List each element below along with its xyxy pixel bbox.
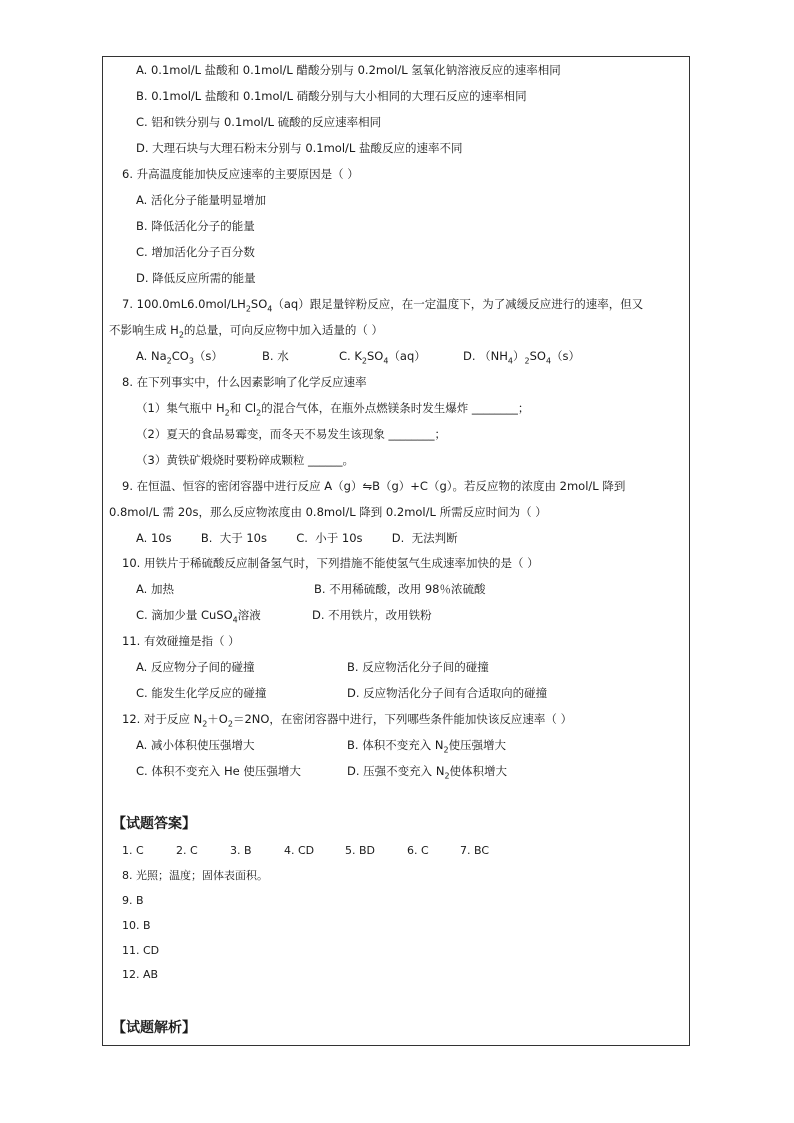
q11-option-d: D. 反应物活化分子间有合适取向的碰撞 bbox=[347, 686, 548, 700]
q6-option-a: A. 活化分子能量明显增加 bbox=[136, 193, 266, 207]
answer-8: 8. 光照；温度；固体表面积。 bbox=[122, 869, 268, 882]
answer-11: 11. CD bbox=[122, 944, 160, 957]
answer-3: 3. B bbox=[230, 844, 252, 857]
q11-option-c: C. 能发生化学反应的碰撞 bbox=[136, 686, 267, 700]
q6-option-b: B. 降低活化分子的能量 bbox=[136, 219, 255, 233]
answer-5: 5. BD bbox=[345, 844, 376, 857]
q10-option-a: A. 加热 bbox=[136, 582, 174, 596]
q8-sub-2: （2）夏天的食品易霉变，而冬天不易发生该现象 ________； bbox=[136, 427, 446, 441]
answer-1: 1. C bbox=[122, 844, 144, 857]
q12-option-b: B. 体积不变充入 $N_2$使压强增大 bbox=[347, 738, 507, 755]
q11-option-b: B. 反应物活化分子间的碰撞 bbox=[347, 660, 489, 674]
q7-option-a: A. $Na_2CO_3(s)$ bbox=[136, 349, 223, 366]
q6-stem: 6. 升高温度能加快反应速率的主要原因是（ ） bbox=[122, 167, 359, 181]
q7-option-b: B. 水 bbox=[262, 349, 289, 363]
q8-stem: 8. 在下列事实中，什么因素影响了化学反应速率 bbox=[122, 375, 367, 389]
answer-4: 4. CD bbox=[284, 844, 315, 857]
answer-9: 9. B bbox=[122, 894, 144, 907]
q12-option-d: D. 压强不变充入 $N_2$使体积增大 bbox=[347, 764, 508, 781]
q6-option-d: D. 降低反应所需的能量 bbox=[136, 271, 256, 285]
q5-option-a: A. 0.1mol/L 盐酸和 0.1mol/L 醋酸分别与 0.2mol/L 氢氧化钠溶液反应的速率相同 bbox=[136, 63, 561, 77]
q7-option-d: D. $(NH_4)_2SO_4(s)$ bbox=[463, 349, 581, 366]
q7-stem-line2: 不影响生成 $H_2$的总量，可向反应物中加入适量的（ ） bbox=[109, 323, 384, 340]
answer-12: 12. AB bbox=[122, 968, 159, 981]
q5-option-b: B. 0.1mol/L 盐酸和 0.1mol/L 硝酸分别与大小相同的大理石反应的速率相同 bbox=[136, 89, 527, 103]
answer-6: 6. C bbox=[407, 844, 429, 857]
q12-option-c: C. 体积不变充入 He 使压强增大 bbox=[136, 764, 301, 778]
answer-10: 10. B bbox=[122, 919, 151, 932]
q9-stem: 9. 在恒温、恒容的密闭容器中进行反应 A（g）⇋B（g）+C（g）。若反应物的浓度由 2mol/L 降到 bbox=[122, 479, 626, 493]
answer-2: 2. C bbox=[176, 844, 198, 857]
answers-heading: 【试题答案】 bbox=[112, 816, 196, 832]
q9-options: A. 10s B. 大于 10s C. 小于 10s D. 无法判断 bbox=[136, 531, 458, 545]
q5-option-d: D. 大理石块与大理石粉末分别与 0.1mol/L 盐酸反应的速率不同 bbox=[136, 141, 463, 155]
q10-stem: 10. 用铁片于稀硫酸反应制备氢气时，下列措施不能使氢气生成速率加快的是（ ） bbox=[122, 556, 539, 570]
q10-option-b: B. 不用稀硫酸，改用 98％浓硫酸 bbox=[314, 582, 486, 596]
q12-stem: 12. 对于反应 $N_2+O_2=2NO$，在密闭容器中进行，下列哪些条件能加快该反应速率（ ） bbox=[122, 712, 573, 729]
answer-7: 7. BC bbox=[460, 844, 490, 857]
q10-option-d: D. 不用铁片，改用铁粉 bbox=[312, 608, 432, 622]
q10-option-c: C. 滴加少量 CuSO$_4$溶液 bbox=[136, 608, 261, 625]
q8-sub-3: （3）黄铁矿煅烧时要粉碎成颗粒 ______。 bbox=[136, 453, 354, 467]
q8-sub-1: （1）集气瓶中 $H_2$和 $Cl_2$的混合气体，在瓶外点燃镁条时发生爆炸 ________； bbox=[136, 401, 530, 418]
q7-option-c: C. $K_2SO_4(aq)$ bbox=[339, 349, 426, 366]
q11-option-a: A. 反应物分子间的碰撞 bbox=[136, 660, 255, 674]
q7-stem: 7. $100.0mL6.0mol/LH_2SO_4(aq)$跟足量锌粉反应，在一定温度下，为了减缓反应进行的速率，但又 bbox=[122, 297, 644, 314]
q11-stem: 11. 有效碰撞是指（ ） bbox=[122, 634, 240, 648]
q12-option-a: A. 减小体积使压强增大 bbox=[136, 738, 255, 752]
q5-option-c: C. 铝和铁分别与 0.1mol/L 硫酸的反应速率相同 bbox=[136, 115, 382, 129]
q9-stem-line2: 0.8mol/L 需 20s，那么反应物浓度由 0.8mol/L 降到 0.2mol/L 所需反应时间为（ ） bbox=[109, 505, 547, 519]
analysis-heading: 【试题解析】 bbox=[112, 1020, 196, 1036]
q6-option-c: C. 增加活化分子百分数 bbox=[136, 245, 255, 259]
